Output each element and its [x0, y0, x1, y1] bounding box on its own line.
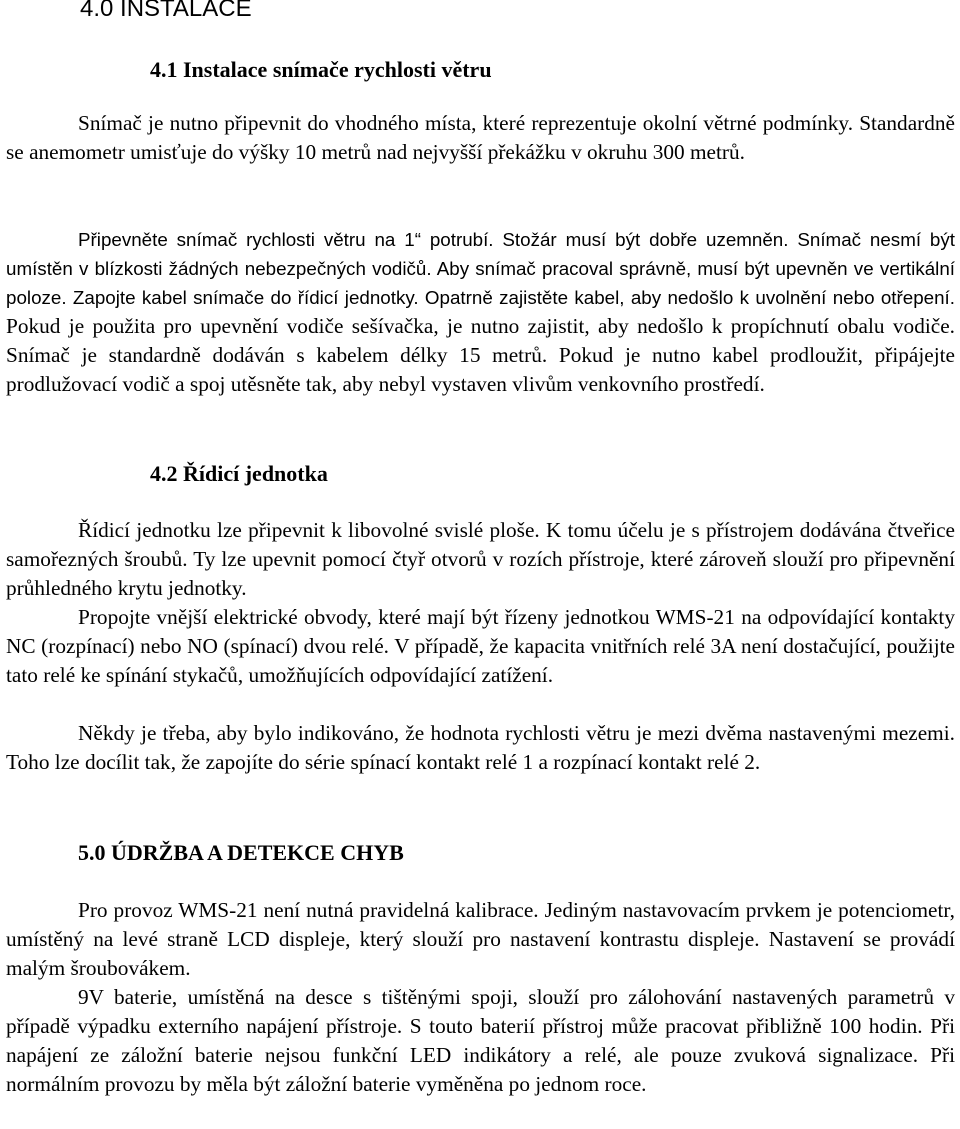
paragraph-backup-battery: 9V baterie, umístěná na desce s tištěnými spoji, slouží pro zálohování nastavených parametrů v případě výpadku externího napájení přístroje. S touto baterií přístroj může pracovat přibližně 100 hodin. Při napájení ze záložní baterie nejsou funkční LED indikátory a relé, ale pouze zvuková signalizace. Při normálním provozu by měla být záložní baterie vyměněna po jednom roce.: [6, 985, 955, 1096]
paragraph-control-mounting: Řídicí jednotku lze připevnit k libovolné svislé ploše. K tomu účelu je s přístrojem dodávána čtveřice samořezných šroubů. Ty lze upevnit pomocí čtyř otvorů v rozích přístroje, které zároveň slouží pro připevnění průhledného krytu jednotky.: [6, 518, 955, 600]
paragraph-sensor-mounting-part1: Připevněte snímač rychlosti větru na 1“ potrubí. Stožár musí být dobře uzemněn. Snímač nesmí být umístěn v blízkosti žádných nebezpečných vodičů. Aby snímač pracoval správně, musí být upevněn ve vertikální poloze. Zapojte kabel snímače do řídicí jednotky. Opatrně zajistěte kabel, aby nedošlo k uvolnění nebo otřepení.: [6, 229, 955, 308]
paragraph-sensor-placement: Snímač je nutno připevnit do vhodného místa, které reprezentuje okolní větrné podmínky. Standardně se anemometr umisťuje do výšky 10 metrů nad nejvyšší překážku v okruhu 300 metrů.: [6, 111, 955, 164]
paragraph-calibration: Pro provoz WMS-21 není nutná pravidelná kalibrace. Jediným nastavovacím prvkem je potenciometr, umístěný na levé straně LCD displeje, který slouží pro nastavení kontrastu displeje. Nastavení se provádí malým šroubovákem.: [6, 898, 955, 980]
paragraph-sensor-mounting: [6, 225, 955, 399]
subsection-heading-sensor: 4.1 Instalace snímače rychlosti větru: [150, 57, 492, 82]
paragraph-sensor-mounting-part2: Pokud je použita pro upevnění vodiče sešívačka, je nutno zajistit, aby nedošlo k propíchnutí obalu vodiče. Snímač je standardně dodáván s kabelem délky 15 metrů. Pokud je nutno kabel prodloužit, připájejte prodlužovací vodič a spoj utěsněte tak, aby nebyl vystaven vlivům venkovního prostředí.: [6, 314, 955, 396]
paragraph-relay-wiring: Propojte vnější elektrické obvody, které mají být řízeny jednotkou WMS-21 na odpovídající kontakty NC (rozpínací) nebo NO (spínací) dvou relé. V případě, že kapacita vnitřních relé 3A není dostačující, použijte tato relé ke spínání stykačů, umožňujících odpovídající zatížení.: [6, 605, 955, 687]
paragraph-range-indication: Někdy je třeba, aby bylo indikováno, že hodnota rychlosti větru je mezi dvěma nastavenými mezemi. Toho lze docílit tak, že zapojíte do série spínací kontakt relé 1 a rozpínací kontakt relé 2.: [6, 721, 955, 774]
section-heading-installation: 4.0 INSTALACE: [80, 0, 252, 22]
section-heading-maintenance: 5.0 ÚDRŽBA A DETEKCE CHYB: [78, 840, 404, 865]
subsection-heading-control-unit: 4.2 Řídicí jednotka: [150, 461, 328, 486]
